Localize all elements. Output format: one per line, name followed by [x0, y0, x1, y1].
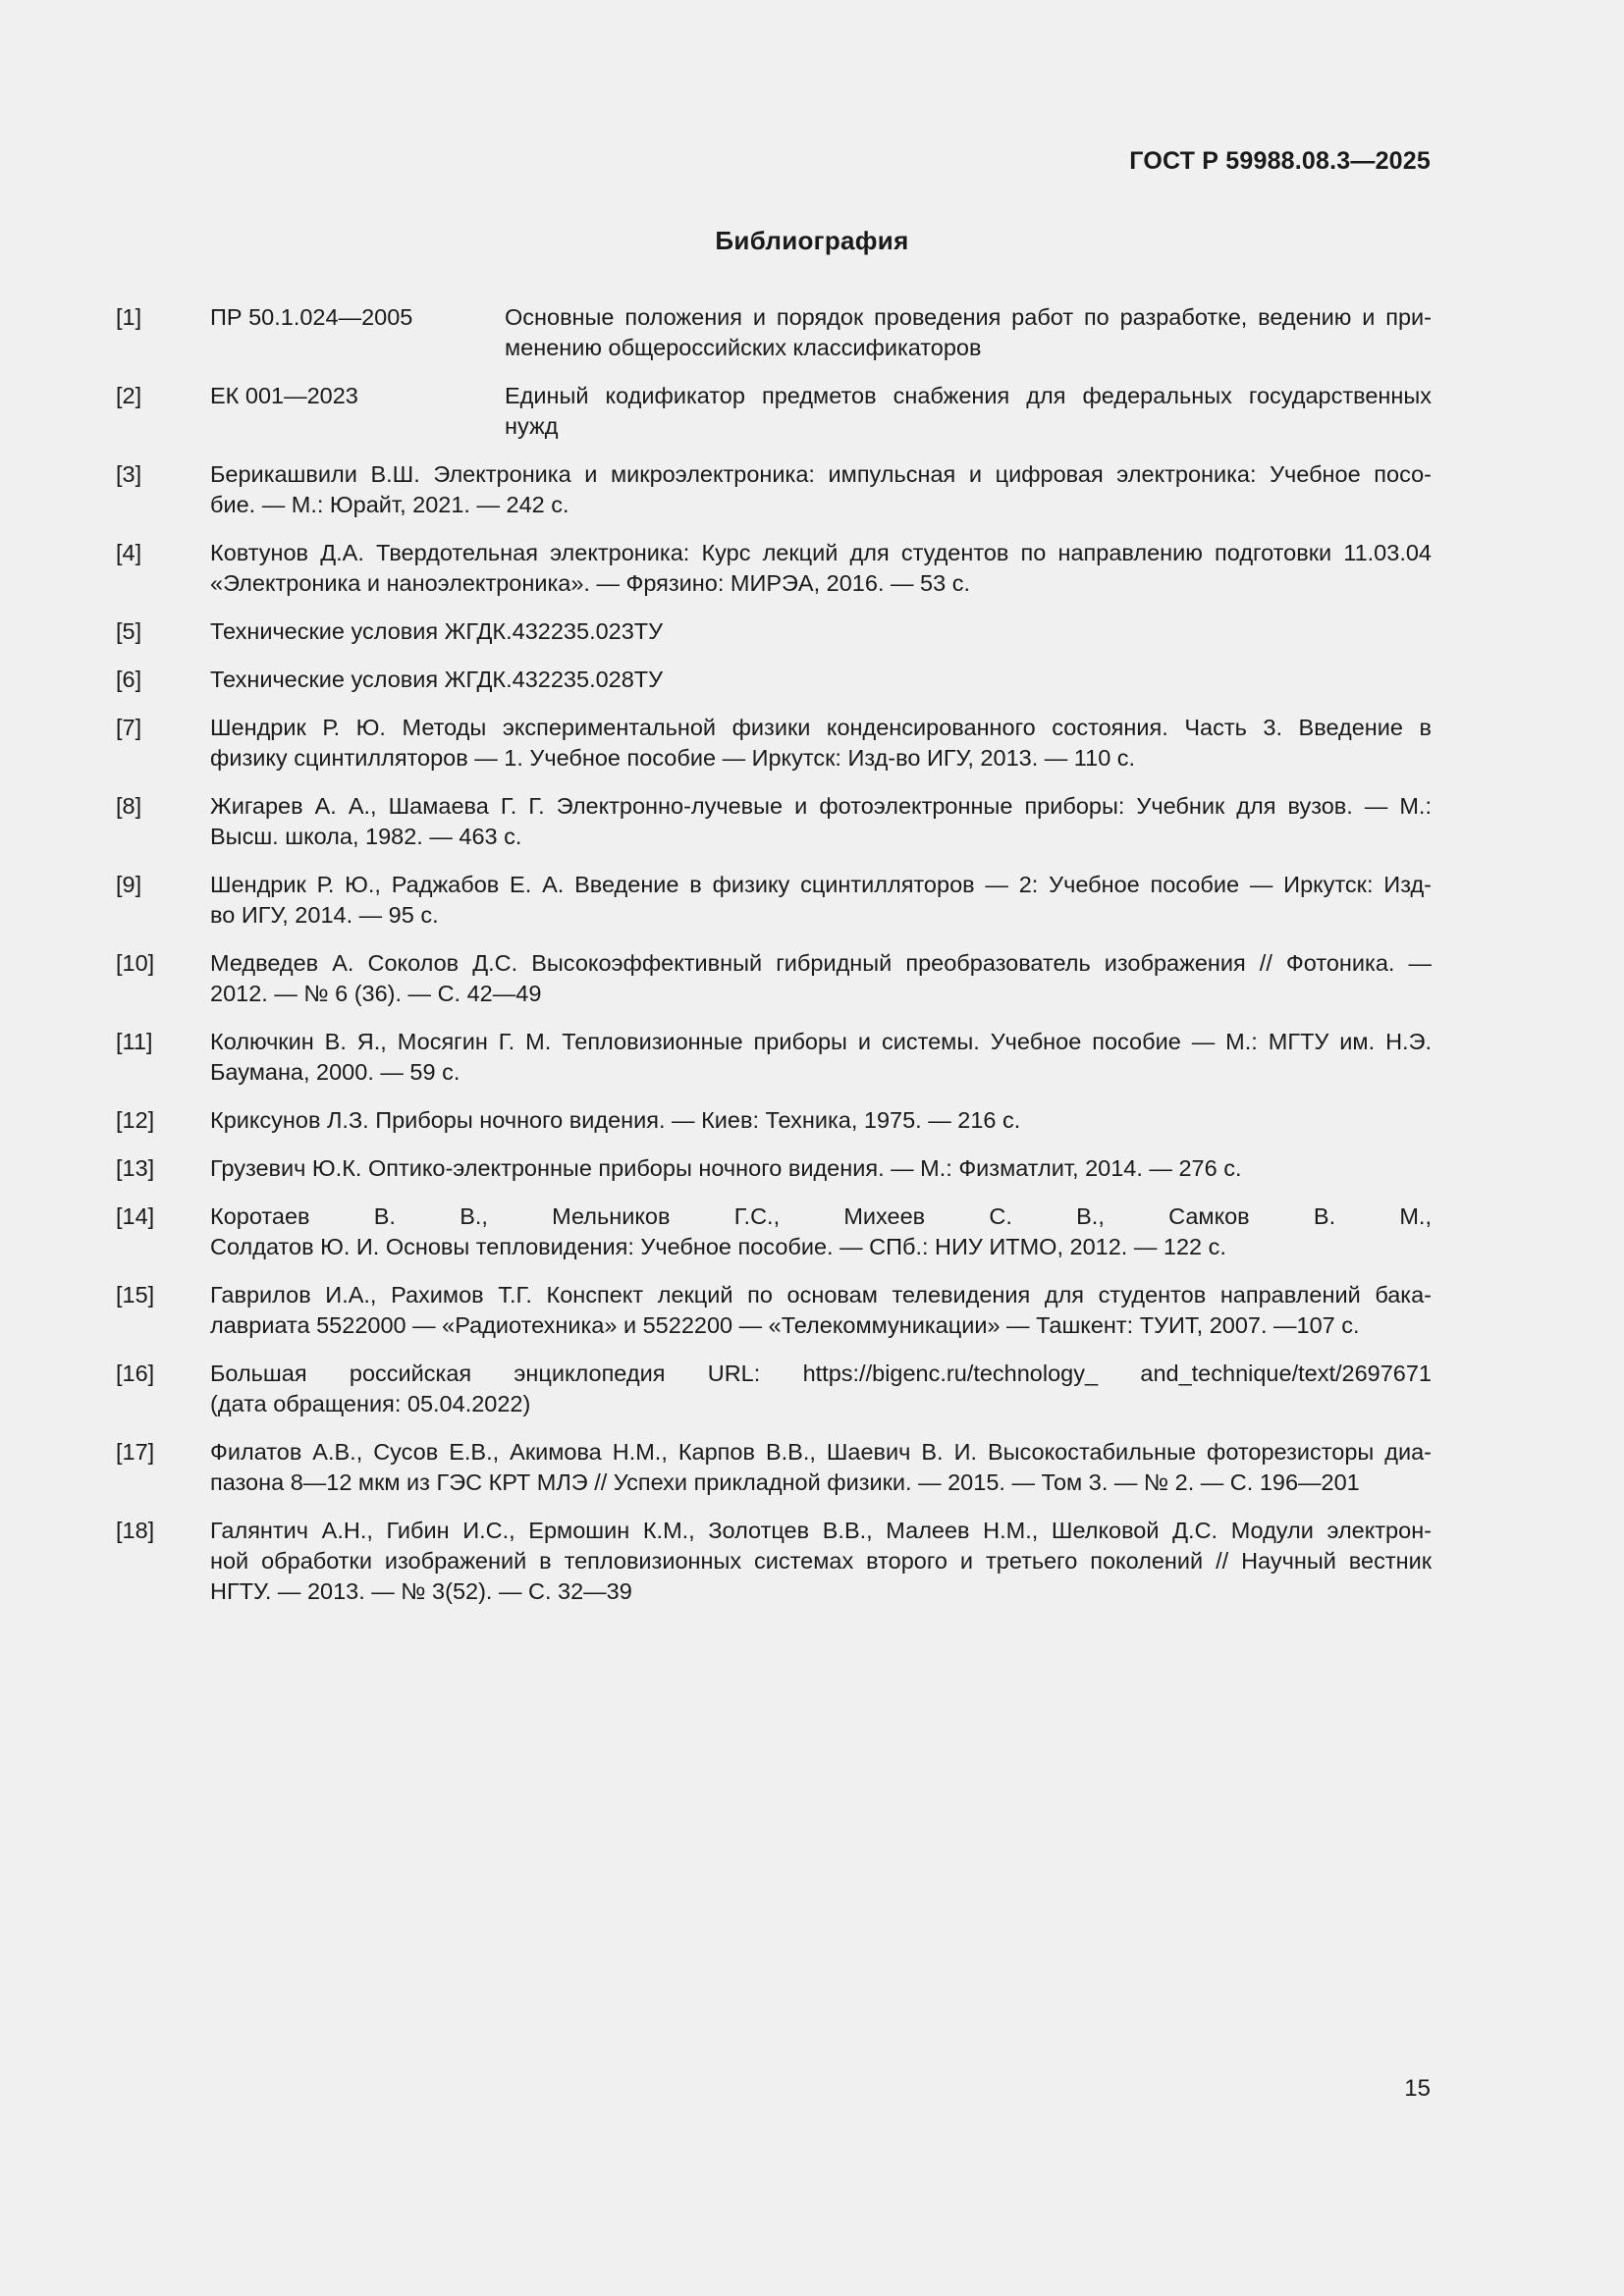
entry-body: [210, 665, 1432, 695]
entry-line: Шендрик Р. Ю., Раджабов Е. А. Введение в физику сцинтилляторов — 2: Учебное пособие — Иркутск: Изд-: [210, 872, 1432, 897]
entry-line: НГТУ. — 2013. — № 3(52). — С. 32—39: [210, 1578, 632, 1604]
entry-number: [5]: [116, 618, 142, 644]
entry-body: [210, 1280, 1432, 1341]
entry-line: бие. — М.: Юрайт, 2021. — 242 с.: [210, 492, 569, 517]
entry-number: [8]: [116, 793, 142, 819]
entry-line: «Электроника и наноэлектроника». — Фрязино: МИРЭА, 2016. — 53 с.: [210, 570, 970, 596]
entry-body: [210, 302, 1432, 363]
entry-body: [210, 1201, 1432, 1262]
entry-line: Грузевич Ю.К. Оптико-электронные приборы ночного видения. — М.: Физматлит, 2014. — 276 с.: [210, 1155, 1242, 1181]
page-number: 15: [1404, 2075, 1431, 2102]
entry-line: физику сцинтилляторов — 1. Учебное пособие — Иркутск: Изд-во ИГУ, 2013. — 110 с.: [210, 745, 1136, 771]
bibliography-entry: [116, 381, 1432, 442]
entry-body: [210, 381, 1432, 442]
entry-number: [14]: [116, 1203, 155, 1229]
entry-line: (дата обращения: 05.04.2022): [210, 1391, 531, 1416]
entry-line: Гаврилов И.А., Рахимов Т.Г. Конспект лекций по основам телевидения для студентов направлений бака-: [210, 1282, 1432, 1308]
entry-line: Единый кодификатор предметов снабжения для федеральных государственных: [505, 383, 1432, 408]
bibliography-list: [116, 302, 1432, 1625]
bibliography-entry: [116, 1105, 1432, 1136]
entry-number: [9]: [116, 872, 142, 897]
entry-line: Колючкин В. Я., Мосягин Г. М. Тепловизионные приборы и системы. Учебное пособие — М.: МГТУ им. Н.Э.: [210, 1029, 1432, 1054]
entry-body: [210, 538, 1432, 599]
bibliography-entry: [116, 791, 1432, 852]
entry-body: [210, 459, 1432, 520]
entry-document-code: ПР 50.1.024—2005: [210, 304, 413, 330]
entry-line: Медведев А. Соколов Д.С. Высокоэффективный гибридный преобразователь изображения // Фотоника. —: [210, 950, 1432, 976]
entry-line: Технические условия ЖГДК.432235.023ТУ: [210, 618, 664, 644]
entry-number: [15]: [116, 1282, 155, 1308]
entry-line: Берикашвили В.Ш. Электроника и микроэлектроника: импульсная и цифровая электроника: Учебное посо-: [210, 461, 1432, 487]
entry-number: [12]: [116, 1107, 155, 1133]
bibliography-entry: [116, 1359, 1432, 1419]
bibliography-entry: [116, 1437, 1432, 1498]
entry-number: [18]: [116, 1518, 155, 1543]
bibliography-entry: [116, 616, 1432, 647]
entry-line: Филатов А.В., Сусов Е.В., Акимова Н.М., Карпов В.В., Шаевич В. И. Высокостабильные фоторезисторы диа-: [210, 1439, 1432, 1465]
entry-body: [210, 1516, 1432, 1607]
entry-line: Шендрик Р. Ю. Методы экспериментальной физики конденсированного состояния. Часть 3. Введение в: [210, 715, 1432, 740]
entry-number: [2]: [116, 383, 142, 408]
entry-number: [1]: [116, 304, 142, 330]
entry-text: [505, 381, 1432, 442]
entry-body: [210, 1153, 1432, 1184]
entry-line: Коротаев В. В., Мельников Г.С., Михеев С. В., Самков В. М.,: [210, 1203, 1432, 1229]
bibliography-entry: [116, 1516, 1432, 1607]
entry-line: во ИГУ, 2014. — 95 с.: [210, 902, 439, 928]
entry-line: Баумана, 2000. — 59 с.: [210, 1059, 460, 1085]
entry-line: 2012. — № 6 (36). — С. 42—49: [210, 981, 542, 1006]
bibliography-entry: [116, 870, 1432, 931]
entry-line: нужд: [505, 413, 559, 439]
entry-number: [11]: [116, 1029, 153, 1054]
entry-line: Высш. школа, 1982. — 463 с.: [210, 824, 522, 849]
entry-body: [210, 713, 1432, 774]
entry-line: Технические условия ЖГДК.432235.028ТУ: [210, 667, 664, 692]
bibliography-entry: [116, 665, 1432, 695]
entry-line: менению общероссийских классификаторов: [505, 335, 982, 360]
entry-number: [4]: [116, 540, 142, 565]
bibliography-entry: [116, 538, 1432, 599]
document-code-header: ГОСТ Р 59988.08.3—2025: [1129, 147, 1431, 175]
bibliography-entry: [116, 713, 1432, 774]
entry-number: [7]: [116, 715, 142, 740]
entry-line: Жигарев А. А., Шамаева Г. Г. Электронно-лучевые и фотоэлектронные приборы: Учебник для вузов. — М.:: [210, 793, 1432, 819]
entry-number: [13]: [116, 1155, 155, 1181]
entry-line: лавриата 5522000 — «Радиотехника» и 5522200 — «Телекоммуникации» — Ташкент: ТУИТ, 2007. —107 с.: [210, 1312, 1360, 1338]
entry-document-code: ЕК 001—2023: [210, 383, 358, 408]
entry-number: [3]: [116, 461, 142, 487]
entry-line: пазона 8—12 мкм из ГЭС КРТ МЛЭ // Успехи прикладной физики. — 2015. — Том 3. — № 2. — С. 196—201: [210, 1469, 1360, 1495]
bibliography-entry: [116, 1153, 1432, 1184]
entry-text: [505, 302, 1432, 363]
entry-body: [210, 948, 1432, 1009]
entry-line: Солдатов Ю. И. Основы тепловидения: Учебное пособие. — СПб.: НИУ ИТМО, 2012. — 122 с.: [210, 1234, 1226, 1259]
bibliography-entry: [116, 1027, 1432, 1088]
entry-body: [210, 1359, 1432, 1419]
bibliography-entry: [116, 1280, 1432, 1341]
entry-body: [210, 791, 1432, 852]
entry-body: [210, 1437, 1432, 1498]
entry-line: Ковтунов Д.А. Твердотельная электроника: Курс лекций для студентов по направлению подготовки 11.03.04: [210, 540, 1432, 565]
entry-line: Криксунов Л.З. Приборы ночного видения. — Киев: Техника, 1975. — 216 с.: [210, 1107, 1021, 1133]
entry-body: [210, 1027, 1432, 1088]
bibliography-entry: [116, 1201, 1432, 1262]
entry-line: Основные положения и порядок проведения работ по разработке, ведению и при-: [505, 304, 1432, 330]
entry-number: [16]: [116, 1361, 155, 1386]
entry-body: [210, 870, 1432, 931]
bibliography-title: Библиография: [715, 226, 909, 255]
bibliography-entry: [116, 302, 1432, 363]
entry-body: [210, 616, 1432, 647]
entry-line: Галянтич А.Н., Гибин И.С., Ермошин К.М., Золотцев В.В., Малеев Н.М., Шелковой Д.С. Модули электрон-: [210, 1518, 1432, 1543]
entry-number: [17]: [116, 1439, 155, 1465]
entry-line: Большая российская энциклопедия URL: https://bigenc.ru/technology_ and_technique/text/2697671: [210, 1361, 1432, 1386]
bibliography-entry: [116, 459, 1432, 520]
entry-number: [10]: [116, 950, 155, 976]
entry-body: [210, 1105, 1432, 1136]
bibliography-entry: [116, 948, 1432, 1009]
entry-line: ной обработки изображений в тепловизионных системах второго и третьего поколений // Научный вестник: [210, 1548, 1432, 1574]
entry-number: [6]: [116, 667, 142, 692]
